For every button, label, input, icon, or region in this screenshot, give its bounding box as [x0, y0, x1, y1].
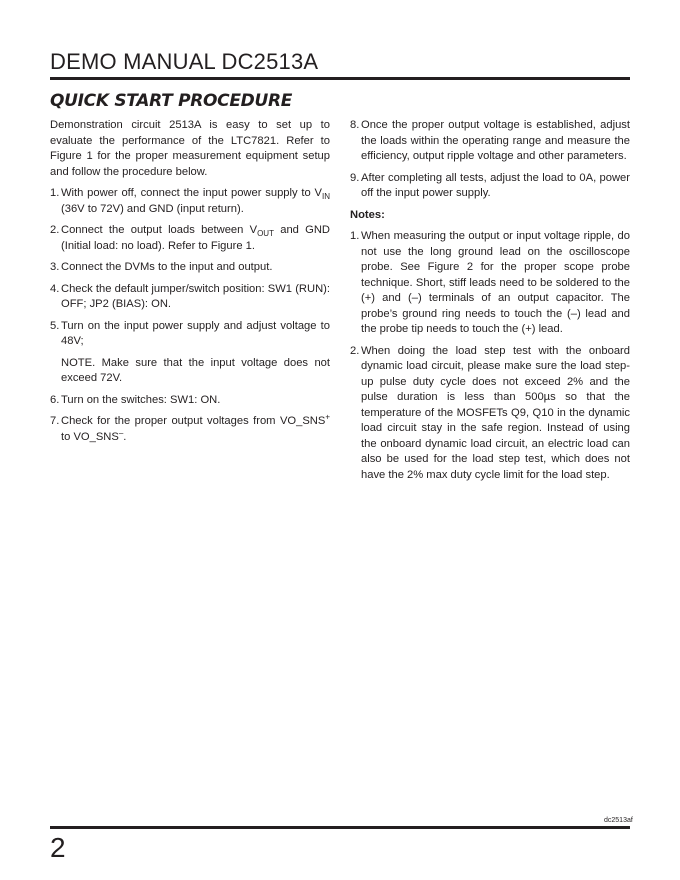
step-6: [50, 393, 330, 409]
intro-paragraph: Demonstration circuit 2513A is easy to set up to evaluate the performance of the LTC7821. Refer to Figure 1 for the proper measurement equipment setup and follow the procedure below.: [50, 119, 330, 178]
step-text: (36V to 72V) and GND (input return).: [61, 202, 244, 215]
step-5: [50, 319, 330, 350]
left-column: [50, 118, 330, 451]
superscript: +: [325, 412, 330, 422]
step-number: 7.: [50, 415, 60, 427]
step-3: [50, 260, 330, 276]
step-text: .: [123, 430, 127, 443]
step-5-note: NOTE. Make sure that the input voltage does not exceed 72V.: [61, 356, 330, 384]
step-4: [50, 282, 330, 313]
step-number: 5.: [50, 319, 60, 332]
step-text: and GND (Initial load: no load). Refer to Figure 1.: [61, 224, 330, 252]
step-text: Once the proper output voltage is established, adjust the loads within the operating range and measure the efficiency, output ripple voltage and other parameters.: [361, 119, 630, 162]
step-8: [350, 118, 630, 165]
step-text: Turn on the input power supply and adjust voltage to 48V;: [61, 319, 330, 347]
note-number: 1.: [350, 230, 360, 242]
note-1: [350, 229, 630, 338]
subscript: IN: [322, 192, 330, 202]
footer-rule: [50, 826, 630, 829]
right-column: [350, 118, 630, 489]
step-number: 6.: [50, 393, 60, 406]
step-text: Connect the output loads between V: [61, 224, 258, 236]
note-2: [350, 344, 630, 484]
step-number: 2.: [50, 224, 60, 236]
page-header-title: DEMO MANUAL DC2513A: [50, 49, 319, 74]
step-number: 3.: [50, 261, 60, 273]
subscript: OUT: [257, 229, 274, 239]
notes-heading: Notes:: [350, 208, 385, 221]
step-number: 1.: [50, 187, 60, 199]
step-number: 8.: [350, 119, 360, 131]
note-number: 2.: [350, 344, 360, 357]
page-number: 2: [50, 832, 66, 863]
step-text: Connect the DVMs to the input and output.: [61, 261, 273, 273]
superscript: –: [118, 427, 124, 437]
step-number: 4.: [50, 282, 60, 295]
step-2: [50, 223, 330, 254]
step-number: 9.: [350, 171, 360, 184]
step-text: With power off, connect the input power supply to V: [61, 187, 322, 199]
note-text: When measuring the output or input voltage ripple, do not use the long ground lead on the oscilloscope probe. See Figure 2 for the proper scope probe technique. Short, stiff leads need to be soldered to the (+) and (–) terminals of an output capacitor. The probe’s ground ring needs to touch the (–) lead and the probe tip needs to touch the (+) lead.: [361, 230, 630, 335]
note-text: When doing the load step test with the onboard dynamic load circuit, please make sure the load step-up pulse duty cycle does not exceed 2% and the pulse duration is less than 500µs so that the temperature of the MOSFETs Q9, Q10 in the dynamic load circuit stay in the safe region. Instead of using the onboard dynamic load circuit, an electric load can also be used for the load step test, which does not have the 2% max duty cycle limit for the load step.: [361, 344, 630, 481]
step-text: to VO_SNS: [61, 430, 119, 443]
step-text: After completing all tests, adjust the load to 0A, power off the input power supply.: [361, 171, 630, 199]
step-text: Turn on the switches: SW1: ON.: [61, 393, 221, 406]
header-rule: [50, 77, 630, 80]
step-text: Check for the proper output voltages from VO_SNS: [61, 415, 326, 427]
step-text: Check the default jumper/switch position: SW1 (RUN): OFF; JP2 (BIAS): ON.: [61, 282, 330, 310]
section-title: QUICK START PROCEDURE: [50, 91, 293, 111]
step-1: [50, 186, 330, 217]
document-code: dc2513af: [604, 817, 633, 824]
step-9: [350, 171, 630, 202]
step-7: [50, 414, 330, 445]
